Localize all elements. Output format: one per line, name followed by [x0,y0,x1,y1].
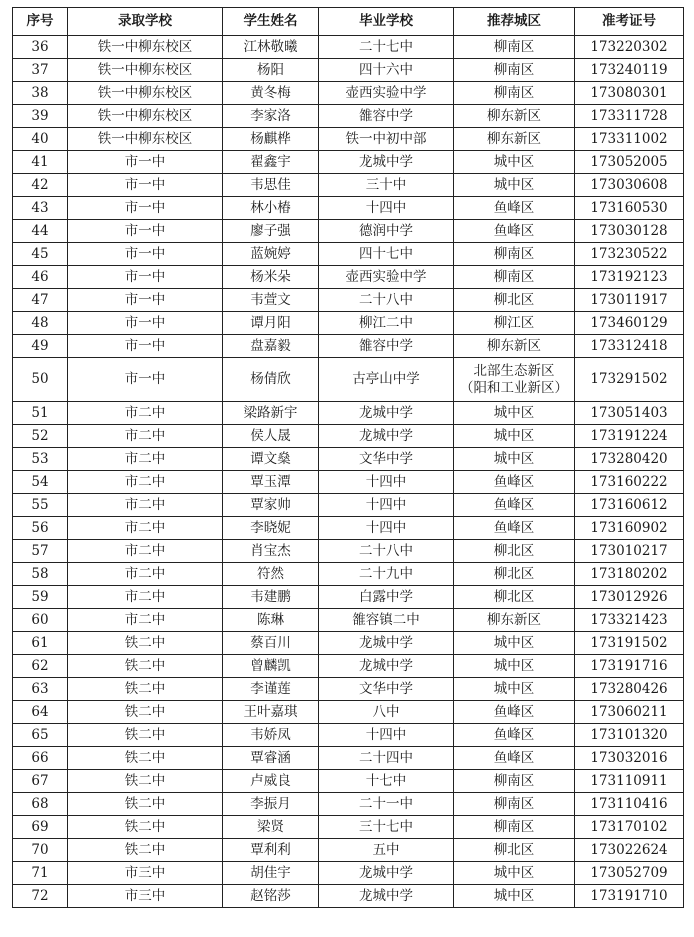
cell-seq: 43 [13,197,68,220]
table-row [13,358,684,402]
cell-seq: 57 [13,540,68,563]
cell-district: 柳南区 [454,243,575,266]
cell-student-name: 李晓妮 [223,517,319,540]
cell-admit-school: 市二中 [68,609,223,632]
table-row [13,197,684,220]
cell-seq: 48 [13,312,68,335]
cell-exam-id: 173022624 [575,839,684,862]
cell-student-name: 梁路新宇 [223,402,319,425]
table-row [13,220,684,243]
cell-grad-school: 壶西实验中学 [319,266,454,289]
cell-student-name: 王叶嘉琪 [223,701,319,724]
cell-exam-id: 173192123 [575,266,684,289]
table-row [13,289,684,312]
cell-grad-school: 二十四中 [319,747,454,770]
cell-exam-id: 173191502 [575,632,684,655]
cell-admit-school: 市一中 [68,289,223,312]
cell-admit-school: 市一中 [68,197,223,220]
cell-district: 鱼峰区 [454,220,575,243]
cell-exam-id: 173311002 [575,128,684,151]
table-row [13,655,684,678]
cell-district: 柳南区 [454,266,575,289]
cell-student-name: 侯人晟 [223,425,319,448]
cell-student-name: 胡佳宇 [223,862,319,885]
table-row [13,517,684,540]
cell-student-name: 梁贤 [223,816,319,839]
table-row [13,59,684,82]
cell-admit-school: 市一中 [68,243,223,266]
cell-student-name: 廖子强 [223,220,319,243]
cell-grad-school: 二十一中 [319,793,454,816]
cell-admit-school: 市二中 [68,494,223,517]
cell-exam-id: 173191716 [575,655,684,678]
table-row [13,36,684,59]
table-row [13,586,684,609]
cell-district: 柳东新区 [454,128,575,151]
table-row [13,747,684,770]
cell-district: 城中区 [454,655,575,678]
cell-exam-id: 173030608 [575,174,684,197]
cell-admit-school: 市二中 [68,517,223,540]
cell-student-name: 翟鑫宇 [223,151,319,174]
cell-exam-id: 173321423 [575,609,684,632]
cell-district: 城中区 [454,402,575,425]
cell-grad-school: 壶西实验中学 [319,82,454,105]
cell-admit-school: 市一中 [68,151,223,174]
district-line-2: （阳和工业新区） [460,379,568,396]
cell-admit-school: 市二中 [68,586,223,609]
cell-exam-id: 173160612 [575,494,684,517]
table-row [13,471,684,494]
cell-admit-school: 市一中 [68,266,223,289]
cell-seq: 39 [13,105,68,128]
cell-grad-school: 三十中 [319,174,454,197]
cell-district: 柳南区 [454,793,575,816]
cell-exam-id: 173291502 [575,358,684,402]
cell-grad-school: 八中 [319,701,454,724]
table-row [13,448,684,471]
cell-student-name: 覃家帅 [223,494,319,517]
cell-student-name: 韦思佳 [223,174,319,197]
cell-seq: 42 [13,174,68,197]
cell-exam-id: 173220302 [575,36,684,59]
cell-admit-school: 市一中 [68,335,223,358]
cell-grad-school: 十四中 [319,494,454,517]
cell-seq: 58 [13,563,68,586]
cell-admit-school: 市二中 [68,540,223,563]
cell-grad-school: 龙城中学 [319,402,454,425]
cell-student-name: 谭月阳 [223,312,319,335]
cell-student-name: 卢威良 [223,770,319,793]
cell-district: 城中区 [454,678,575,701]
cell-student-name: 黄冬梅 [223,82,319,105]
cell-seq: 38 [13,82,68,105]
table-row [13,701,684,724]
cell-student-name: 杨米朵 [223,266,319,289]
table-row [13,105,684,128]
header-seq: 序号 [13,8,68,36]
cell-exam-id: 173080301 [575,82,684,105]
cell-district: 城中区 [454,885,575,908]
admission-table [12,7,684,908]
table-row [13,494,684,517]
cell-grad-school: 二十八中 [319,540,454,563]
cell-grad-school: 龙城中学 [319,632,454,655]
cell-admit-school: 铁一中柳东校区 [68,128,223,151]
header-row [13,8,684,36]
cell-seq: 37 [13,59,68,82]
cell-student-name: 林小椿 [223,197,319,220]
cell-district: 鱼峰区 [454,747,575,770]
cell-admit-school: 铁二中 [68,655,223,678]
cell-admit-school: 铁一中柳东校区 [68,82,223,105]
cell-admit-school: 市二中 [68,448,223,471]
cell-exam-id: 173180202 [575,563,684,586]
table-row [13,335,684,358]
table-row [13,312,684,335]
cell-exam-id: 173160530 [575,197,684,220]
cell-exam-id: 173110416 [575,793,684,816]
cell-seq: 60 [13,609,68,632]
cell-district: 柳江区 [454,312,575,335]
cell-admit-school: 铁一中柳东校区 [68,105,223,128]
cell-grad-school: 雒容镇二中 [319,609,454,632]
cell-district: 鱼峰区 [454,494,575,517]
cell-exam-id: 173052005 [575,151,684,174]
cell-seq: 52 [13,425,68,448]
cell-exam-id: 173160222 [575,471,684,494]
cell-district: 鱼峰区 [454,517,575,540]
cell-grad-school: 白露中学 [319,586,454,609]
cell-grad-school: 三十七中 [319,816,454,839]
cell-district: 柳南区 [454,816,575,839]
cell-exam-id: 173191710 [575,885,684,908]
cell-student-name: 韦娇凤 [223,724,319,747]
cell-student-name: 蔡百川 [223,632,319,655]
cell-district: 柳东新区 [454,105,575,128]
table-row [13,243,684,266]
cell-district: 鱼峰区 [454,724,575,747]
cell-seq: 36 [13,36,68,59]
header-exam-id: 准考证号 [575,8,684,36]
table-row [13,174,684,197]
cell-admit-school: 铁二中 [68,770,223,793]
cell-grad-school: 十四中 [319,517,454,540]
cell-grad-school: 柳江二中 [319,312,454,335]
cell-admit-school: 市一中 [68,312,223,335]
cell-district: 鱼峰区 [454,701,575,724]
cell-admit-school: 铁二中 [68,632,223,655]
cell-student-name: 杨阳 [223,59,319,82]
table-row [13,885,684,908]
cell-admit-school: 市二中 [68,425,223,448]
cell-admit-school: 市三中 [68,885,223,908]
cell-seq: 63 [13,678,68,701]
cell-seq: 65 [13,724,68,747]
cell-grad-school: 龙城中学 [319,885,454,908]
cell-exam-id: 173052709 [575,862,684,885]
table-row [13,839,684,862]
cell-district: 城中区 [454,151,575,174]
cell-district: 柳北区 [454,839,575,862]
district-line-1: 北部生态新区 [473,362,555,379]
cell-admit-school: 铁二中 [68,747,223,770]
table-row [13,862,684,885]
cell-seq: 70 [13,839,68,862]
cell-admit-school: 铁二中 [68,816,223,839]
cell-grad-school: 雒容中学 [319,335,454,358]
table-row [13,632,684,655]
cell-student-name: 曾麟凯 [223,655,319,678]
cell-district: 柳北区 [454,563,575,586]
cell-student-name: 盘嘉毅 [223,335,319,358]
cell-grad-school: 十四中 [319,471,454,494]
table-row [13,128,684,151]
header-grad-school: 毕业学校 [319,8,454,36]
cell-grad-school: 龙城中学 [319,862,454,885]
cell-exam-id: 173012926 [575,586,684,609]
cell-student-name: 蓝婉婷 [223,243,319,266]
cell-district: 城中区 [454,425,575,448]
cell-admit-school: 市三中 [68,862,223,885]
cell-district: 柳东新区 [454,335,575,358]
cell-exam-id: 173101320 [575,724,684,747]
cell-district: 城中区 [454,448,575,471]
table-row [13,266,684,289]
cell-student-name: 覃利利 [223,839,319,862]
cell-seq: 69 [13,816,68,839]
cell-admit-school: 铁一中柳东校区 [68,59,223,82]
cell-grad-school: 二十八中 [319,289,454,312]
cell-district: 柳南区 [454,59,575,82]
cell-seq: 67 [13,770,68,793]
cell-admit-school: 市一中 [68,220,223,243]
cell-grad-school: 德润中学 [319,220,454,243]
cell-grad-school: 二十七中 [319,36,454,59]
cell-seq: 68 [13,793,68,816]
table-row [13,793,684,816]
cell-student-name: 陈琳 [223,609,319,632]
cell-student-name: 韦建鹏 [223,586,319,609]
cell-student-name: 李谨莲 [223,678,319,701]
cell-grad-school: 龙城中学 [319,151,454,174]
cell-district: 鱼峰区 [454,471,575,494]
cell-district: 城中区 [454,862,575,885]
cell-admit-school: 市二中 [68,563,223,586]
cell-student-name: 杨麒桦 [223,128,319,151]
cell-student-name: 杨倩欣 [223,358,319,402]
header-student-name: 学生姓名 [223,8,319,36]
cell-grad-school: 二十九中 [319,563,454,586]
header-admit-school: 录取学校 [68,8,223,36]
cell-student-name: 覃睿涵 [223,747,319,770]
cell-admit-school: 铁一中柳东校区 [68,36,223,59]
cell-grad-school: 十四中 [319,724,454,747]
cell-exam-id: 173312418 [575,335,684,358]
cell-district: 柳北区 [454,289,575,312]
cell-exam-id: 173280426 [575,678,684,701]
cell-grad-school: 五中 [319,839,454,862]
cell-grad-school: 铁一中初中部 [319,128,454,151]
cell-district: 城中区 [454,174,575,197]
cell-seq: 49 [13,335,68,358]
cell-district: 柳南区 [454,770,575,793]
cell-district: 鱼峰区 [454,197,575,220]
cell-student-name: 谭文燊 [223,448,319,471]
cell-seq: 44 [13,220,68,243]
table-row [13,609,684,632]
cell-seq: 55 [13,494,68,517]
cell-seq: 66 [13,747,68,770]
cell-exam-id: 173460129 [575,312,684,335]
cell-exam-id: 173060211 [575,701,684,724]
cell-grad-school: 文华中学 [319,448,454,471]
cell-student-name: 肖宝杰 [223,540,319,563]
cell-seq: 62 [13,655,68,678]
cell-seq: 72 [13,885,68,908]
cell-grad-school: 四十六中 [319,59,454,82]
cell-grad-school: 十七中 [319,770,454,793]
cell-seq: 46 [13,266,68,289]
cell-student-name: 韦萱文 [223,289,319,312]
cell-district [454,358,575,402]
cell-student-name: 覃玉潭 [223,471,319,494]
cell-district: 柳北区 [454,586,575,609]
cell-grad-school: 文华中学 [319,678,454,701]
cell-exam-id: 173110911 [575,770,684,793]
cell-seq: 45 [13,243,68,266]
cell-admit-school: 市二中 [68,471,223,494]
cell-seq: 54 [13,471,68,494]
cell-seq: 61 [13,632,68,655]
cell-exam-id: 173240119 [575,59,684,82]
cell-seq: 59 [13,586,68,609]
cell-seq: 51 [13,402,68,425]
header-district: 推荐城区 [454,8,575,36]
cell-district: 柳东新区 [454,609,575,632]
cell-exam-id: 173230522 [575,243,684,266]
cell-exam-id: 173160902 [575,517,684,540]
cell-district: 城中区 [454,632,575,655]
cell-grad-school: 龙城中学 [319,655,454,678]
cell-student-name: 赵铭莎 [223,885,319,908]
table-row [13,402,684,425]
cell-seq: 41 [13,151,68,174]
table-row [13,425,684,448]
cell-seq: 50 [13,358,68,402]
cell-district: 柳南区 [454,36,575,59]
cell-exam-id: 173191224 [575,425,684,448]
cell-student-name: 江林敬曦 [223,36,319,59]
cell-grad-school: 四十七中 [319,243,454,266]
cell-exam-id: 173011917 [575,289,684,312]
cell-student-name: 符然 [223,563,319,586]
cell-student-name: 李振月 [223,793,319,816]
cell-grad-school: 十四中 [319,197,454,220]
cell-seq: 64 [13,701,68,724]
table-row [13,816,684,839]
cell-district: 柳南区 [454,82,575,105]
cell-grad-school: 龙城中学 [319,425,454,448]
cell-exam-id: 173010217 [575,540,684,563]
table-row [13,563,684,586]
cell-seq: 47 [13,289,68,312]
cell-admit-school: 铁二中 [68,839,223,862]
cell-admit-school: 铁二中 [68,724,223,747]
table-row [13,151,684,174]
cell-admit-school: 市一中 [68,174,223,197]
cell-seq: 53 [13,448,68,471]
cell-seq: 71 [13,862,68,885]
cell-seq: 40 [13,128,68,151]
table-row [13,540,684,563]
cell-exam-id: 173280420 [575,448,684,471]
cell-admit-school: 市二中 [68,402,223,425]
cell-grad-school: 雒容中学 [319,105,454,128]
cell-seq: 56 [13,517,68,540]
table-row [13,678,684,701]
cell-admit-school: 市一中 [68,358,223,402]
cell-district: 柳北区 [454,540,575,563]
cell-admit-school: 铁二中 [68,701,223,724]
table-row [13,724,684,747]
cell-exam-id: 173051403 [575,402,684,425]
cell-exam-id: 173311728 [575,105,684,128]
table-row [13,82,684,105]
table-row [13,770,684,793]
cell-exam-id: 173170102 [575,816,684,839]
cell-exam-id: 173032016 [575,747,684,770]
cell-grad-school: 古亭山中学 [319,358,454,402]
cell-student-name: 李家洛 [223,105,319,128]
cell-exam-id: 173030128 [575,220,684,243]
cell-admit-school: 铁二中 [68,793,223,816]
cell-admit-school: 铁二中 [68,678,223,701]
